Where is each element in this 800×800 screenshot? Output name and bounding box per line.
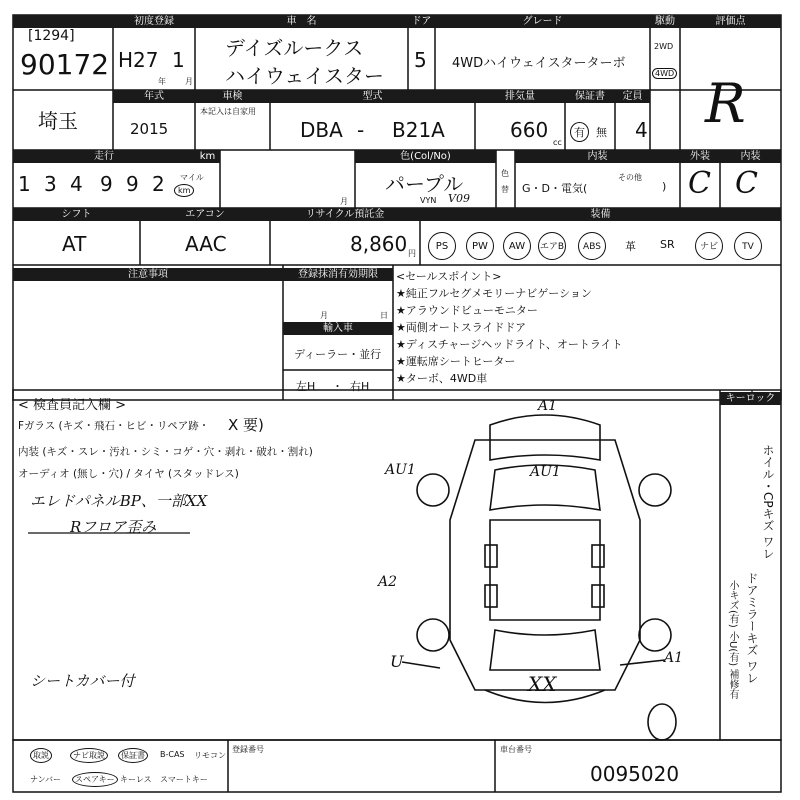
model-prefix: DBA — [300, 118, 343, 142]
int-eval-header: 内装 — [720, 150, 781, 163]
eval-grade: R — [705, 72, 746, 135]
mileage-digit: 9 — [100, 172, 113, 196]
chassis-number: 0095020 — [590, 762, 680, 786]
legend-wheel: ホイル・CPキズ ワレ — [761, 444, 775, 560]
audio-tire-line: オーディオ (無し・穴) / タイヤ (スタッドレス) — [18, 468, 239, 480]
damage-mark: U — [390, 652, 404, 671]
prefecture: 埼玉 — [38, 109, 78, 133]
model-code: B21A — [392, 118, 445, 142]
expiry-month: 月 — [320, 311, 328, 320]
mileage-digit: 9 — [126, 172, 139, 196]
warranty-no: 無 — [596, 126, 607, 139]
km-header: km — [195, 150, 220, 163]
legend-scratch: 小キズ(有) 小U(有) 補修有 — [727, 580, 738, 700]
equip-aw: AW — [503, 232, 531, 260]
ext-grade: C — [688, 166, 711, 201]
warranty-header: 保証書 — [565, 90, 615, 103]
door-count: 5 — [414, 48, 427, 72]
shift-header: シフト — [13, 208, 140, 221]
drive-header: 駆動 — [650, 15, 680, 28]
number-item: ナンバー — [30, 775, 62, 784]
ac-header: エアコン — [140, 208, 270, 221]
keylock-header: キーロック — [720, 392, 781, 405]
ext-eval-header: 外装 — [680, 150, 720, 163]
shaken-header: 車検 — [195, 90, 270, 103]
sales-point: ★運転席シートヒーター — [396, 355, 516, 368]
import-header: 輸入車 — [283, 322, 393, 335]
sales-point: ★ターボ、4WD車 — [396, 372, 488, 385]
inspector-note: Rフロア歪み — [70, 518, 157, 536]
damage-mark: AU1 — [385, 462, 416, 478]
interior-header: 内装 — [515, 150, 680, 163]
left-hand: 左H — [296, 380, 316, 393]
glass-repair-needed: X 要) — [228, 416, 264, 434]
mile-label: マイル — [180, 173, 204, 182]
interior-line: 内装 (キズ・スレ・汚れ・シミ・コゲ・穴・剥れ・破れ・割れ) — [18, 446, 313, 458]
model-header: 型式 — [270, 90, 475, 103]
expiry-day: 日 — [380, 311, 388, 320]
warranty-yes-circled: 有 — [570, 122, 589, 142]
sales-point: ★両側オートスライドドア — [396, 321, 527, 334]
caution-header: 注意事項 — [13, 268, 283, 281]
recycle-fee: 8,860 — [350, 232, 408, 256]
fuel-other: その他 — [618, 173, 642, 182]
year-mark: 年 — [158, 77, 166, 86]
equip-sr: SR — [660, 238, 675, 251]
sales-point: ★純正フルセグメモリーナビゲーション — [396, 287, 592, 300]
km-circled: km — [174, 184, 194, 197]
inspector-note: シートカバー付 — [30, 672, 135, 690]
displacement: 660 — [510, 118, 549, 142]
eval-header: 評価点 — [680, 15, 781, 28]
color-value: パープル — [385, 172, 464, 196]
warranty-item: 保証書 — [118, 748, 148, 763]
mileage-digit: 3 — [44, 172, 57, 196]
shaken-note: 本記入は自家用 — [200, 107, 256, 116]
iro-label: 色 — [501, 169, 509, 178]
glass-line: Fガラス (キズ・飛石・ヒビ・リペア跡・ — [18, 420, 210, 432]
door-header: ドア — [408, 15, 435, 28]
cc-header: 排気量 — [475, 90, 565, 103]
vyn-code: V09 — [448, 192, 470, 205]
car-name-header: 車 名 — [195, 15, 408, 28]
sales-point: ★アラウンドビューモニター — [396, 304, 538, 317]
navi-manual-item: ナビ取説 — [70, 748, 108, 763]
inspector-note: エレドパネルBP、一部XX — [30, 492, 208, 510]
drive-2wd: 2WD — [654, 42, 674, 51]
equip-navi: ナビ — [695, 232, 723, 260]
mileage-digit: 1 — [18, 172, 31, 196]
smartkey-item: スマートキー — [160, 775, 208, 784]
color-header: 色(Col/No) — [355, 150, 496, 163]
dealer-parallel: ディーラー・並行 — [294, 348, 382, 361]
equip-airbag: エアB — [538, 232, 566, 260]
model-year: 2015 — [130, 120, 169, 138]
ac-value: AAC — [185, 232, 227, 256]
seat-count: 4 — [635, 118, 648, 142]
manual-item: 取説 — [30, 748, 52, 763]
damage-mark: AU1 — [530, 464, 561, 480]
registration-header: 初度登録 — [113, 15, 195, 28]
equip-tv: TV — [734, 232, 762, 260]
equip-pw: PW — [466, 232, 494, 260]
auction-code: [1294] — [28, 28, 75, 44]
bcas-item: B-CAS — [160, 750, 185, 759]
damage-mark: A2 — [378, 574, 398, 590]
model-dash: - — [357, 118, 365, 142]
sales-point-title: <セールスポイント> — [396, 270, 502, 283]
mileage-header: 走行 — [13, 150, 195, 163]
equipment-header: 装備 — [420, 208, 781, 221]
lot-number: 90172 — [20, 48, 110, 81]
int-grade: C — [735, 166, 758, 201]
car-name-line2: ハイウェイスター — [225, 64, 384, 88]
fuel-options: G・D・電気( — [522, 182, 588, 195]
vyn-label: VYN — [420, 196, 437, 205]
reg-era: H27 — [118, 48, 159, 72]
damage-mark: A1 — [664, 650, 684, 666]
equip-abs: ABS — [578, 232, 606, 260]
damage-mark: A1 — [538, 398, 558, 414]
year-header: 年式 — [113, 90, 195, 103]
damage-mark: XX — [528, 672, 557, 696]
car-name-line1: デイズルークス — [225, 36, 364, 60]
grade-value: 4WDハイウェイスターターボ — [452, 56, 626, 71]
yen-mark: 円 — [408, 249, 416, 258]
gae-label: 替 — [501, 185, 509, 194]
sales-point: ★ディスチャージヘッドライト、オートライト — [396, 338, 623, 351]
cc-unit: cc — [553, 138, 562, 147]
reg-month: 1 — [172, 48, 185, 72]
shift-value: AT — [62, 232, 87, 256]
inspector-title: < 検査員記入欄 > — [18, 398, 127, 413]
recycle-header: リサイクル預託金 — [270, 208, 420, 221]
color-month-mark: 月 — [340, 197, 348, 206]
grade-header: グレード — [435, 15, 650, 28]
fuel-close: ) — [662, 180, 667, 193]
lot-header — [13, 15, 113, 28]
mileage-digit: 4 — [70, 172, 83, 196]
month-mark: 月 — [185, 77, 193, 86]
remote-item: リモコン — [194, 751, 226, 760]
spare-key-item: スペアキー — [72, 772, 118, 787]
seats-header: 定員 — [615, 90, 650, 103]
keyless-item: キーレス — [120, 775, 152, 784]
chassis-label: 車台番号 — [500, 745, 532, 754]
hand-sep: ・ — [332, 380, 343, 393]
right-hand: 右H — [350, 380, 370, 393]
mileage-digit: 2 — [152, 172, 165, 196]
equip-leather: 革 — [625, 240, 636, 253]
equip-ps: PS — [428, 232, 456, 260]
drive-4wd-circled: 4WD — [652, 68, 677, 79]
reg-expiry-header: 登録抹消有効期限 — [283, 268, 393, 281]
reg-number-label: 登録番号 — [232, 745, 264, 754]
legend-mirror: ドアミラーキズ ワレ — [745, 572, 759, 684]
